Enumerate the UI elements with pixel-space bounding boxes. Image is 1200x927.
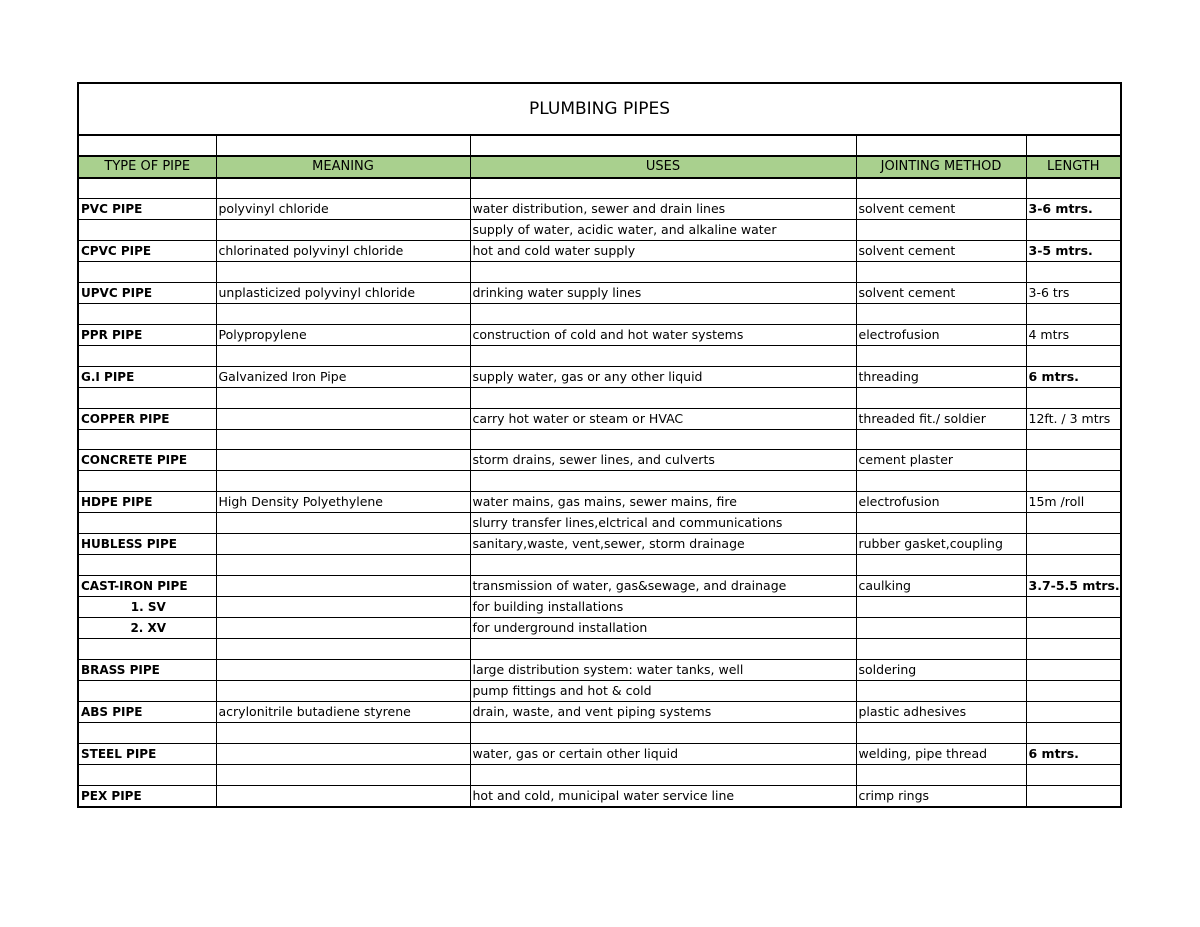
cell-uses: drain, waste, and vent piping systems	[470, 701, 856, 722]
cell-meaning	[216, 722, 470, 743]
table-row	[78, 492, 1121, 513]
table-row	[78, 241, 1121, 262]
cell-meaning: polyvinyl chloride	[216, 199, 470, 220]
cell-uses: supply of water, acidic water, and alkaline water	[470, 220, 856, 241]
cell-meaning	[216, 345, 470, 366]
cell-uses: hot and cold water supply	[470, 241, 856, 262]
cell-length	[1026, 764, 1121, 785]
cell-type	[78, 345, 216, 366]
cell-type: HDPE PIPE	[78, 492, 216, 513]
cell-meaning	[216, 764, 470, 785]
cell-length: 3-6 trs	[1026, 283, 1121, 304]
cell-meaning	[216, 408, 470, 429]
header-jointing: JOINTING METHOD	[856, 156, 1026, 178]
cell-length: 6 mtrs.	[1026, 366, 1121, 387]
cell-type: STEEL PIPE	[78, 743, 216, 764]
header-row	[78, 156, 1121, 178]
cell-jointing: crimp rings	[856, 785, 1026, 807]
cell-uses: storm drains, sewer lines, and culverts	[470, 450, 856, 471]
cell-meaning	[216, 387, 470, 408]
spacer-row	[78, 178, 1121, 199]
cell-length	[1026, 555, 1121, 576]
cell-jointing	[856, 345, 1026, 366]
cell-meaning	[216, 597, 470, 618]
table-row	[78, 324, 1121, 345]
table-row	[78, 639, 1121, 660]
cell-meaning: High Density Polyethylene	[216, 492, 470, 513]
cell-uses	[470, 764, 856, 785]
table-row	[78, 283, 1121, 304]
cell-uses: for building installations	[470, 597, 856, 618]
cell-length	[1026, 701, 1121, 722]
table-row	[78, 387, 1121, 408]
table-row	[78, 659, 1121, 680]
cell-length: 4 mtrs	[1026, 324, 1121, 345]
cell-type	[78, 722, 216, 743]
table-row	[78, 618, 1121, 639]
cell-type: 2. XV	[78, 618, 216, 639]
cell-jointing	[856, 597, 1026, 618]
cell-length	[1026, 387, 1121, 408]
cell-meaning	[216, 555, 470, 576]
cell-type: 1. SV	[78, 597, 216, 618]
table-row	[78, 513, 1121, 534]
cell-length	[1026, 597, 1121, 618]
cell-type: CONCRETE PIPE	[78, 450, 216, 471]
cell-length	[1026, 722, 1121, 743]
cell-jointing	[856, 618, 1026, 639]
cell-meaning	[216, 262, 470, 283]
cell-uses: pump fittings and hot & cold	[470, 680, 856, 701]
cell-length	[1026, 429, 1121, 450]
cell-type	[78, 220, 216, 241]
cell-meaning: Galvanized Iron Pipe	[216, 366, 470, 387]
cell-meaning	[216, 576, 470, 597]
cell-type: CPVC PIPE	[78, 241, 216, 262]
cell-jointing: rubber gasket,coupling	[856, 534, 1026, 555]
cell-meaning	[216, 450, 470, 471]
cell-jointing	[856, 262, 1026, 283]
cell-type: UPVC PIPE	[78, 283, 216, 304]
cell-type: G.I PIPE	[78, 366, 216, 387]
cell-type: BRASS PIPE	[78, 659, 216, 680]
cell-length	[1026, 220, 1121, 241]
cell-type	[78, 680, 216, 701]
table-row	[78, 785, 1121, 807]
cell-jointing	[856, 387, 1026, 408]
cell-uses: drinking water supply lines	[470, 283, 856, 304]
cell-jointing: solvent cement	[856, 283, 1026, 304]
cell-jointing	[856, 304, 1026, 325]
cell-uses: sanitary,waste, vent,sewer, storm drainage	[470, 534, 856, 555]
cell-uses: construction of cold and hot water systems	[470, 324, 856, 345]
table-row	[78, 764, 1121, 785]
cell-type: ABS PIPE	[78, 701, 216, 722]
table-row	[78, 199, 1121, 220]
cell-uses	[470, 387, 856, 408]
table-row	[78, 597, 1121, 618]
cell-length	[1026, 450, 1121, 471]
cell-length: 3-6 mtrs.	[1026, 199, 1121, 220]
cell-type: PEX PIPE	[78, 785, 216, 807]
cell-length	[1026, 618, 1121, 639]
cell-uses	[470, 262, 856, 283]
cell-uses	[470, 345, 856, 366]
cell-jointing	[856, 680, 1026, 701]
cell-uses	[470, 722, 856, 743]
cell-uses: carry hot water or steam or HVAC	[470, 408, 856, 429]
table-row	[78, 304, 1121, 325]
cell-uses	[470, 639, 856, 660]
cell-length	[1026, 262, 1121, 283]
cell-jointing: cement plaster	[856, 450, 1026, 471]
cell-length	[1026, 345, 1121, 366]
table-row	[78, 408, 1121, 429]
cell-meaning	[216, 304, 470, 325]
cell-uses: transmission of water, gas&sewage, and drainage	[470, 576, 856, 597]
cell-meaning	[216, 785, 470, 807]
cell-jointing: threading	[856, 366, 1026, 387]
cell-length	[1026, 639, 1121, 660]
header-length: LENGTH	[1026, 156, 1121, 178]
cell-jointing: solvent cement	[856, 199, 1026, 220]
cell-type	[78, 429, 216, 450]
cell-jointing: plastic adhesives	[856, 701, 1026, 722]
table-row	[78, 471, 1121, 492]
table-row	[78, 701, 1121, 722]
cell-jointing: soldering	[856, 659, 1026, 680]
cell-type	[78, 639, 216, 660]
cell-length	[1026, 785, 1121, 807]
cell-jointing	[856, 220, 1026, 241]
cell-type	[78, 513, 216, 534]
header-meaning: MEANING	[216, 156, 470, 178]
cell-length: 6 mtrs.	[1026, 743, 1121, 764]
cell-type: HUBLESS PIPE	[78, 534, 216, 555]
cell-type: PPR PIPE	[78, 324, 216, 345]
cell-meaning	[216, 639, 470, 660]
cell-uses: water distribution, sewer and drain lines	[470, 199, 856, 220]
table-row	[78, 534, 1121, 555]
cell-jointing: welding, pipe thread	[856, 743, 1026, 764]
cell-meaning	[216, 220, 470, 241]
cell-type	[78, 555, 216, 576]
cell-jointing	[856, 555, 1026, 576]
table-row	[78, 722, 1121, 743]
cell-length	[1026, 680, 1121, 701]
plumbing-pipes-table	[77, 82, 1122, 808]
cell-length: 3-5 mtrs.	[1026, 241, 1121, 262]
cell-jointing: electrofusion	[856, 324, 1026, 345]
cell-length: 3.7-5.5 mtrs.	[1026, 576, 1121, 597]
cell-meaning	[216, 618, 470, 639]
cell-meaning: Polypropylene	[216, 324, 470, 345]
cell-type	[78, 471, 216, 492]
cell-uses	[470, 429, 856, 450]
cell-meaning: chlorinated polyvinyl chloride	[216, 241, 470, 262]
cell-jointing	[856, 513, 1026, 534]
cell-type	[78, 304, 216, 325]
table-row	[78, 743, 1121, 764]
title-row	[78, 83, 1121, 135]
table-row	[78, 450, 1121, 471]
cell-jointing: solvent cement	[856, 241, 1026, 262]
cell-type: COPPER PIPE	[78, 408, 216, 429]
cell-uses: water mains, gas mains, sewer mains, fire	[470, 492, 856, 513]
table-row	[78, 576, 1121, 597]
cell-type: CAST-IRON PIPE	[78, 576, 216, 597]
header-type: TYPE OF PIPE	[78, 156, 216, 178]
cell-uses: large distribution system: water tanks, well	[470, 659, 856, 680]
table-row	[78, 366, 1121, 387]
table-row	[78, 429, 1121, 450]
cell-type	[78, 262, 216, 283]
cell-length: 15m /roll	[1026, 492, 1121, 513]
cell-uses: for underground installation	[470, 618, 856, 639]
cell-meaning	[216, 513, 470, 534]
cell-jointing: caulking	[856, 576, 1026, 597]
cell-uses: water, gas or certain other liquid	[470, 743, 856, 764]
table-row	[78, 680, 1121, 701]
cell-uses	[470, 555, 856, 576]
cell-uses: slurry transfer lines,elctrical and communications	[470, 513, 856, 534]
cell-meaning: acrylonitrile butadiene styrene	[216, 701, 470, 722]
cell-length	[1026, 471, 1121, 492]
table-row	[78, 345, 1121, 366]
cell-jointing	[856, 722, 1026, 743]
cell-jointing: electrofusion	[856, 492, 1026, 513]
cell-jointing	[856, 764, 1026, 785]
cell-length	[1026, 304, 1121, 325]
cell-meaning	[216, 743, 470, 764]
cell-jointing	[856, 429, 1026, 450]
cell-meaning	[216, 471, 470, 492]
cell-uses	[470, 304, 856, 325]
cell-length: 12ft. / 3 mtrs	[1026, 408, 1121, 429]
cell-type: PVC PIPE	[78, 199, 216, 220]
cell-length	[1026, 513, 1121, 534]
table-row	[78, 262, 1121, 283]
cell-meaning	[216, 534, 470, 555]
cell-meaning	[216, 429, 470, 450]
cell-type	[78, 764, 216, 785]
spacer-row	[78, 135, 1121, 156]
cell-meaning: unplasticized polyvinyl chloride	[216, 283, 470, 304]
cell-jointing	[856, 639, 1026, 660]
cell-jointing: threaded fit./ soldier	[856, 408, 1026, 429]
cell-type	[78, 387, 216, 408]
header-uses: USES	[470, 156, 856, 178]
cell-length	[1026, 659, 1121, 680]
cell-uses: hot and cold, municipal water service line	[470, 785, 856, 807]
cell-jointing	[856, 471, 1026, 492]
table-row	[78, 220, 1121, 241]
cell-length	[1026, 534, 1121, 555]
cell-uses: supply water, gas or any other liquid	[470, 366, 856, 387]
cell-meaning	[216, 680, 470, 701]
page-title: PLUMBING PIPES	[78, 83, 1121, 135]
cell-uses	[470, 471, 856, 492]
table-row	[78, 555, 1121, 576]
cell-meaning	[216, 659, 470, 680]
